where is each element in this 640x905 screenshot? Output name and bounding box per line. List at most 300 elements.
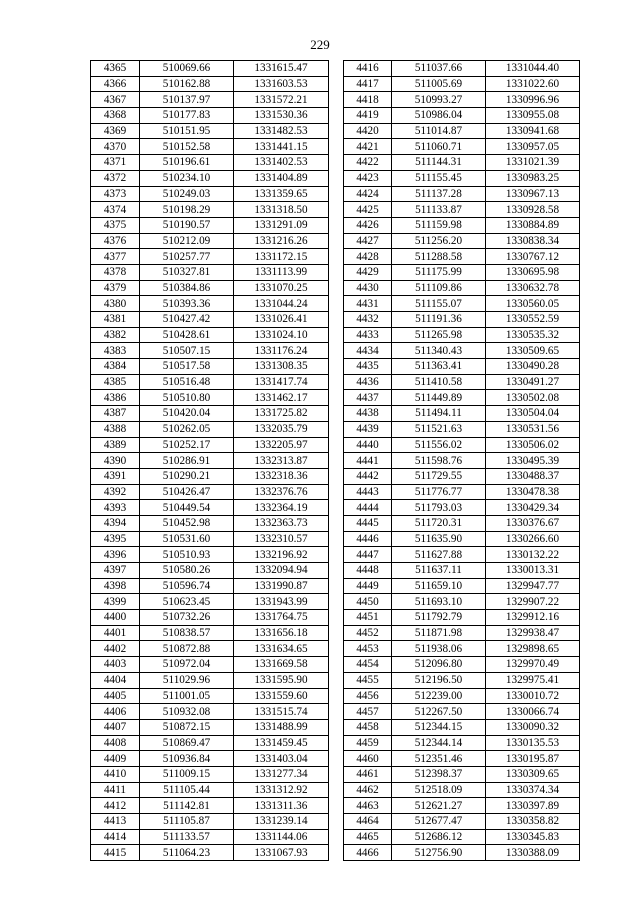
point-number-cell: 4406: [91, 704, 140, 720]
y-coordinate-cell: 1331239.14: [234, 814, 329, 830]
table-row: [344, 390, 580, 406]
x-coordinate-cell: 512398.37: [392, 766, 486, 782]
y-coordinate-cell: 1330957.05: [486, 139, 580, 155]
x-coordinate-cell: 511659.10: [392, 578, 486, 594]
table-row: [344, 594, 580, 610]
y-coordinate-cell: 1330013.31: [486, 563, 580, 579]
y-coordinate-cell: 1329938.47: [486, 625, 580, 641]
table-row: [91, 563, 329, 579]
table-row: [91, 484, 329, 500]
x-coordinate-cell: 510384.86: [140, 280, 234, 296]
point-number-cell: 4461: [344, 766, 392, 782]
x-coordinate-cell: 510249.03: [140, 186, 234, 202]
y-coordinate-cell: 1330495.39: [486, 453, 580, 469]
table-row: [91, 594, 329, 610]
table-row: [91, 186, 329, 202]
table-row: [344, 625, 580, 641]
y-coordinate-cell: 1330488.37: [486, 468, 580, 484]
x-coordinate-cell: 510838.57: [140, 625, 234, 641]
y-coordinate-cell: 1331515.74: [234, 704, 329, 720]
table-row: [91, 453, 329, 469]
point-number-cell: 4372: [91, 170, 140, 186]
table-row: [344, 437, 580, 453]
y-coordinate-cell: 1331311.36: [234, 798, 329, 814]
x-coordinate-cell: 510517.58: [140, 359, 234, 375]
point-number-cell: 4403: [91, 657, 140, 673]
x-coordinate-cell: 511449.89: [392, 390, 486, 406]
table-row: [91, 155, 329, 171]
table-row: [91, 374, 329, 390]
x-coordinate-cell: 512621.27: [392, 798, 486, 814]
table-row: [91, 672, 329, 688]
point-number-cell: 4413: [91, 814, 140, 830]
point-number-cell: 4409: [91, 751, 140, 767]
x-coordinate-cell: 510327.81: [140, 264, 234, 280]
point-number-cell: 4400: [91, 610, 140, 626]
page-number: 229: [310, 37, 330, 52]
y-coordinate-cell: 1331291.09: [234, 217, 329, 233]
x-coordinate-cell: 511635.90: [392, 531, 486, 547]
y-coordinate-cell: 1330941.68: [486, 123, 580, 139]
point-number-cell: 4386: [91, 390, 140, 406]
point-number-cell: 4460: [344, 751, 392, 767]
x-coordinate-cell: 512677.47: [392, 814, 486, 830]
point-number-cell: 4389: [91, 437, 140, 453]
x-coordinate-cell: 510972.04: [140, 657, 234, 673]
point-number-cell: 4438: [344, 406, 392, 422]
table-row: [344, 108, 580, 124]
x-coordinate-cell: 511105.87: [140, 814, 234, 830]
y-coordinate-cell: 1330983.25: [486, 170, 580, 186]
table-row: [344, 264, 580, 280]
x-coordinate-cell: 511175.99: [392, 264, 486, 280]
x-coordinate-cell: 510198.29: [140, 202, 234, 218]
point-number-cell: 4374: [91, 202, 140, 218]
y-coordinate-cell: 1331216.26: [234, 233, 329, 249]
point-number-cell: 4425: [344, 202, 392, 218]
x-coordinate-cell: 511776.77: [392, 484, 486, 500]
x-coordinate-cell: 511142.81: [140, 798, 234, 814]
table-row: [91, 359, 329, 375]
y-coordinate-cell: 1332363.73: [234, 515, 329, 531]
y-coordinate-cell: 1330552.59: [486, 312, 580, 328]
point-number-cell: 4401: [91, 625, 140, 641]
x-coordinate-cell: 511494.11: [392, 406, 486, 422]
point-number-cell: 4434: [344, 343, 392, 359]
table-row: [91, 798, 329, 814]
x-coordinate-cell: 511340.43: [392, 343, 486, 359]
table-body-right: [344, 61, 580, 861]
x-coordinate-cell: 510177.83: [140, 108, 234, 124]
x-coordinate-cell: 512196.50: [392, 672, 486, 688]
y-coordinate-cell: 1330838.34: [486, 233, 580, 249]
x-coordinate-cell: 512518.09: [392, 782, 486, 798]
table-row: [91, 845, 329, 861]
x-coordinate-cell: 510993.27: [392, 92, 486, 108]
y-coordinate-cell: 1330535.32: [486, 327, 580, 343]
x-coordinate-cell: 511598.76: [392, 453, 486, 469]
point-number-cell: 4404: [91, 672, 140, 688]
x-coordinate-cell: 511792.79: [392, 610, 486, 626]
table-row: [344, 484, 580, 500]
point-number-cell: 4437: [344, 390, 392, 406]
table-row: [344, 453, 580, 469]
point-number-cell: 4399: [91, 594, 140, 610]
y-coordinate-cell: 1330996.96: [486, 92, 580, 108]
table-row: [91, 406, 329, 422]
x-coordinate-cell: 510510.80: [140, 390, 234, 406]
point-number-cell: 4397: [91, 563, 140, 579]
point-number-cell: 4435: [344, 359, 392, 375]
table-row: [344, 139, 580, 155]
x-coordinate-cell: 511037.66: [392, 61, 486, 77]
y-coordinate-cell: 1331021.39: [486, 155, 580, 171]
x-coordinate-cell: 511556.02: [392, 437, 486, 453]
x-coordinate-cell: 510986.04: [392, 108, 486, 124]
y-coordinate-cell: 1330695.98: [486, 264, 580, 280]
table-row: [344, 327, 580, 343]
point-number-cell: 4454: [344, 657, 392, 673]
table-row: [344, 280, 580, 296]
y-coordinate-cell: 1331725.82: [234, 406, 329, 422]
point-number-cell: 4407: [91, 719, 140, 735]
x-coordinate-cell: 511729.55: [392, 468, 486, 484]
point-number-cell: 4451: [344, 610, 392, 626]
y-coordinate-cell: 1331113.99: [234, 264, 329, 280]
x-coordinate-cell: 510936.84: [140, 751, 234, 767]
table-row: [344, 186, 580, 202]
table-row: [91, 719, 329, 735]
x-coordinate-cell: 510290.21: [140, 468, 234, 484]
y-coordinate-cell: 1330955.08: [486, 108, 580, 124]
point-number-cell: 4368: [91, 108, 140, 124]
point-number-cell: 4395: [91, 531, 140, 547]
point-number-cell: 4462: [344, 782, 392, 798]
point-number-cell: 4453: [344, 641, 392, 657]
point-number-cell: 4449: [344, 578, 392, 594]
table-row: [91, 625, 329, 641]
point-number-cell: 4459: [344, 735, 392, 751]
point-number-cell: 4376: [91, 233, 140, 249]
x-coordinate-cell: 511265.98: [392, 327, 486, 343]
table-row: [91, 547, 329, 563]
x-coordinate-cell: 510510.93: [140, 547, 234, 563]
x-coordinate-cell: 511014.87: [392, 123, 486, 139]
y-coordinate-cell: 1332310.57: [234, 531, 329, 547]
x-coordinate-cell: 510190.57: [140, 217, 234, 233]
table-row: [91, 327, 329, 343]
point-number-cell: 4396: [91, 547, 140, 563]
table-row: [344, 704, 580, 720]
table-row: [344, 343, 580, 359]
y-coordinate-cell: 1330502.08: [486, 390, 580, 406]
y-coordinate-cell: 1330531.56: [486, 421, 580, 437]
x-coordinate-cell: 511793.03: [392, 500, 486, 516]
table-row: [91, 610, 329, 626]
point-number-cell: 4380: [91, 296, 140, 312]
point-number-cell: 4381: [91, 312, 140, 328]
x-coordinate-cell: 510196.61: [140, 155, 234, 171]
x-coordinate-cell: 511871.98: [392, 625, 486, 641]
point-number-cell: 4458: [344, 719, 392, 735]
table-row: [91, 76, 329, 92]
table-row: [91, 688, 329, 704]
x-coordinate-cell: 511105.44: [140, 782, 234, 798]
table-row: [344, 249, 580, 265]
point-number-cell: 4421: [344, 139, 392, 155]
table-row: [91, 814, 329, 830]
point-number-cell: 4445: [344, 515, 392, 531]
point-number-cell: 4422: [344, 155, 392, 171]
x-coordinate-cell: 511060.71: [392, 139, 486, 155]
x-coordinate-cell: 510452.98: [140, 515, 234, 531]
y-coordinate-cell: 1332196.92: [234, 547, 329, 563]
y-coordinate-cell: 1330397.89: [486, 798, 580, 814]
y-coordinate-cell: 1330490.28: [486, 359, 580, 375]
point-number-cell: 4402: [91, 641, 140, 657]
table-row: [91, 829, 329, 845]
y-coordinate-cell: 1329898.65: [486, 641, 580, 657]
x-coordinate-cell: 510516.48: [140, 374, 234, 390]
y-coordinate-cell: 1331943.99: [234, 594, 329, 610]
y-coordinate-cell: 1330090.32: [486, 719, 580, 735]
table-row: [344, 547, 580, 563]
x-coordinate-cell: 510069.66: [140, 61, 234, 77]
y-coordinate-cell: 1331603.53: [234, 76, 329, 92]
table-row: [344, 406, 580, 422]
table-row: [344, 76, 580, 92]
x-coordinate-cell: 511159.98: [392, 217, 486, 233]
y-coordinate-cell: 1329970.49: [486, 657, 580, 673]
x-coordinate-cell: 511144.31: [392, 155, 486, 171]
point-number-cell: 4430: [344, 280, 392, 296]
table-row: [91, 217, 329, 233]
table-row: [344, 359, 580, 375]
y-coordinate-cell: 1331044.24: [234, 296, 329, 312]
y-coordinate-cell: 1330066.74: [486, 704, 580, 720]
table-row: [344, 312, 580, 328]
y-coordinate-cell: 1330345.83: [486, 829, 580, 845]
x-coordinate-cell: 510152.58: [140, 139, 234, 155]
y-coordinate-cell: 1330132.22: [486, 547, 580, 563]
y-coordinate-cell: 1331669.58: [234, 657, 329, 673]
y-coordinate-cell: 1331403.04: [234, 751, 329, 767]
point-number-cell: 4444: [344, 500, 392, 516]
table-row: [91, 312, 329, 328]
point-number-cell: 4423: [344, 170, 392, 186]
x-coordinate-cell: 511155.07: [392, 296, 486, 312]
x-coordinate-cell: 510262.05: [140, 421, 234, 437]
x-coordinate-cell: 510257.77: [140, 249, 234, 265]
point-number-cell: 4394: [91, 515, 140, 531]
table-body-left: [91, 61, 329, 861]
x-coordinate-cell: 511410.58: [392, 374, 486, 390]
y-coordinate-cell: 1330491.27: [486, 374, 580, 390]
x-coordinate-cell: 511133.57: [140, 829, 234, 845]
point-number-cell: 4427: [344, 233, 392, 249]
point-number-cell: 4371: [91, 155, 140, 171]
y-coordinate-cell: 1330374.34: [486, 782, 580, 798]
table-row: [91, 233, 329, 249]
y-coordinate-cell: 1331404.89: [234, 170, 329, 186]
coordinates-table-right: [343, 60, 580, 861]
y-coordinate-cell: 1331990.87: [234, 578, 329, 594]
table-row: [91, 704, 329, 720]
point-number-cell: 4440: [344, 437, 392, 453]
x-coordinate-cell: 512756.90: [392, 845, 486, 861]
table-row: [344, 688, 580, 704]
point-number-cell: 4414: [91, 829, 140, 845]
y-coordinate-cell: 1331441.15: [234, 139, 329, 155]
point-number-cell: 4390: [91, 453, 140, 469]
y-coordinate-cell: 1330309.65: [486, 766, 580, 782]
x-coordinate-cell: 512686.12: [392, 829, 486, 845]
table-row: [91, 296, 329, 312]
point-number-cell: 4464: [344, 814, 392, 830]
x-coordinate-cell: 511627.88: [392, 547, 486, 563]
x-coordinate-cell: 510212.09: [140, 233, 234, 249]
table-row: [91, 108, 329, 124]
point-number-cell: 4387: [91, 406, 140, 422]
y-coordinate-cell: 1331024.10: [234, 327, 329, 343]
table-row: [344, 641, 580, 657]
table-row: [344, 845, 580, 861]
table-row: [344, 782, 580, 798]
y-coordinate-cell: 1329975.41: [486, 672, 580, 688]
table-row: [344, 421, 580, 437]
table-row: [91, 139, 329, 155]
x-coordinate-cell: 511005.69: [392, 76, 486, 92]
y-coordinate-cell: 1331308.35: [234, 359, 329, 375]
y-coordinate-cell: 1331022.60: [486, 76, 580, 92]
x-coordinate-cell: 511720.31: [392, 515, 486, 531]
point-number-cell: 4424: [344, 186, 392, 202]
x-coordinate-cell: 511064.23: [140, 845, 234, 861]
point-number-cell: 4379: [91, 280, 140, 296]
table-row: [91, 437, 329, 453]
table-row: [91, 578, 329, 594]
table-row: [344, 92, 580, 108]
table-row: [344, 217, 580, 233]
point-number-cell: 4439: [344, 421, 392, 437]
table-row: [344, 563, 580, 579]
point-number-cell: 4367: [91, 92, 140, 108]
x-coordinate-cell: 511155.45: [392, 170, 486, 186]
table-row: [91, 249, 329, 265]
point-number-cell: 4448: [344, 563, 392, 579]
table-row: [344, 61, 580, 77]
table-row: [344, 735, 580, 751]
point-number-cell: 4388: [91, 421, 140, 437]
point-number-cell: 4365: [91, 61, 140, 77]
x-coordinate-cell: 511029.96: [140, 672, 234, 688]
y-coordinate-cell: 1331070.25: [234, 280, 329, 296]
point-number-cell: 4465: [344, 829, 392, 845]
point-number-cell: 4433: [344, 327, 392, 343]
y-coordinate-cell: 1330388.09: [486, 845, 580, 861]
y-coordinate-cell: 1331312.92: [234, 782, 329, 798]
x-coordinate-cell: 510507.15: [140, 343, 234, 359]
point-number-cell: 4463: [344, 798, 392, 814]
y-coordinate-cell: 1331402.53: [234, 155, 329, 171]
table-row: [91, 657, 329, 673]
x-coordinate-cell: 511133.87: [392, 202, 486, 218]
point-number-cell: 4426: [344, 217, 392, 233]
point-number-cell: 4412: [91, 798, 140, 814]
table-row: [344, 202, 580, 218]
y-coordinate-cell: 1332035.79: [234, 421, 329, 437]
table-row: [91, 751, 329, 767]
table-row: [344, 610, 580, 626]
point-number-cell: 4378: [91, 264, 140, 280]
point-number-cell: 4429: [344, 264, 392, 280]
y-coordinate-cell: 1330928.58: [486, 202, 580, 218]
y-coordinate-cell: 1330266.60: [486, 531, 580, 547]
x-coordinate-cell: 510580.26: [140, 563, 234, 579]
x-coordinate-cell: 511938.06: [392, 641, 486, 657]
y-coordinate-cell: 1330135.53: [486, 735, 580, 751]
point-number-cell: 4441: [344, 453, 392, 469]
x-coordinate-cell: 511191.36: [392, 312, 486, 328]
x-coordinate-cell: 510427.42: [140, 312, 234, 328]
y-coordinate-cell: 1331417.74: [234, 374, 329, 390]
x-coordinate-cell: 510162.88: [140, 76, 234, 92]
point-number-cell: 4393: [91, 500, 140, 516]
y-coordinate-cell: 1329947.77: [486, 578, 580, 594]
table-row: [91, 500, 329, 516]
point-number-cell: 4431: [344, 296, 392, 312]
y-coordinate-cell: 1331595.90: [234, 672, 329, 688]
point-number-cell: 4446: [344, 531, 392, 547]
y-coordinate-cell: 1331318.50: [234, 202, 329, 218]
x-coordinate-cell: 510137.97: [140, 92, 234, 108]
x-coordinate-cell: 511521.63: [392, 421, 486, 437]
x-coordinate-cell: 511009.15: [140, 766, 234, 782]
y-coordinate-cell: 1331144.06: [234, 829, 329, 845]
point-number-cell: 4447: [344, 547, 392, 563]
y-coordinate-cell: 1331572.21: [234, 92, 329, 108]
table-row: [91, 390, 329, 406]
point-number-cell: 4385: [91, 374, 140, 390]
point-number-cell: 4405: [91, 688, 140, 704]
x-coordinate-cell: 512344.14: [392, 735, 486, 751]
x-coordinate-cell: 511256.20: [392, 233, 486, 249]
table-row: [91, 735, 329, 751]
point-number-cell: 4370: [91, 139, 140, 155]
y-coordinate-cell: 1330884.89: [486, 217, 580, 233]
y-coordinate-cell: 1330358.82: [486, 814, 580, 830]
point-number-cell: 4398: [91, 578, 140, 594]
point-number-cell: 4466: [344, 845, 392, 861]
x-coordinate-cell: 511288.58: [392, 249, 486, 265]
table-row: [91, 202, 329, 218]
y-coordinate-cell: 1331559.60: [234, 688, 329, 704]
y-coordinate-cell: 1330195.87: [486, 751, 580, 767]
x-coordinate-cell: 510286.91: [140, 453, 234, 469]
table-row: [91, 123, 329, 139]
x-coordinate-cell: 511363.41: [392, 359, 486, 375]
point-number-cell: 4428: [344, 249, 392, 265]
point-number-cell: 4369: [91, 123, 140, 139]
x-coordinate-cell: 510428.61: [140, 327, 234, 343]
point-number-cell: 4377: [91, 249, 140, 265]
x-coordinate-cell: 511693.10: [392, 594, 486, 610]
x-coordinate-cell: 510732.26: [140, 610, 234, 626]
y-coordinate-cell: 1331176.24: [234, 343, 329, 359]
point-number-cell: 4411: [91, 782, 140, 798]
x-coordinate-cell: 510234.10: [140, 170, 234, 186]
point-number-cell: 4408: [91, 735, 140, 751]
